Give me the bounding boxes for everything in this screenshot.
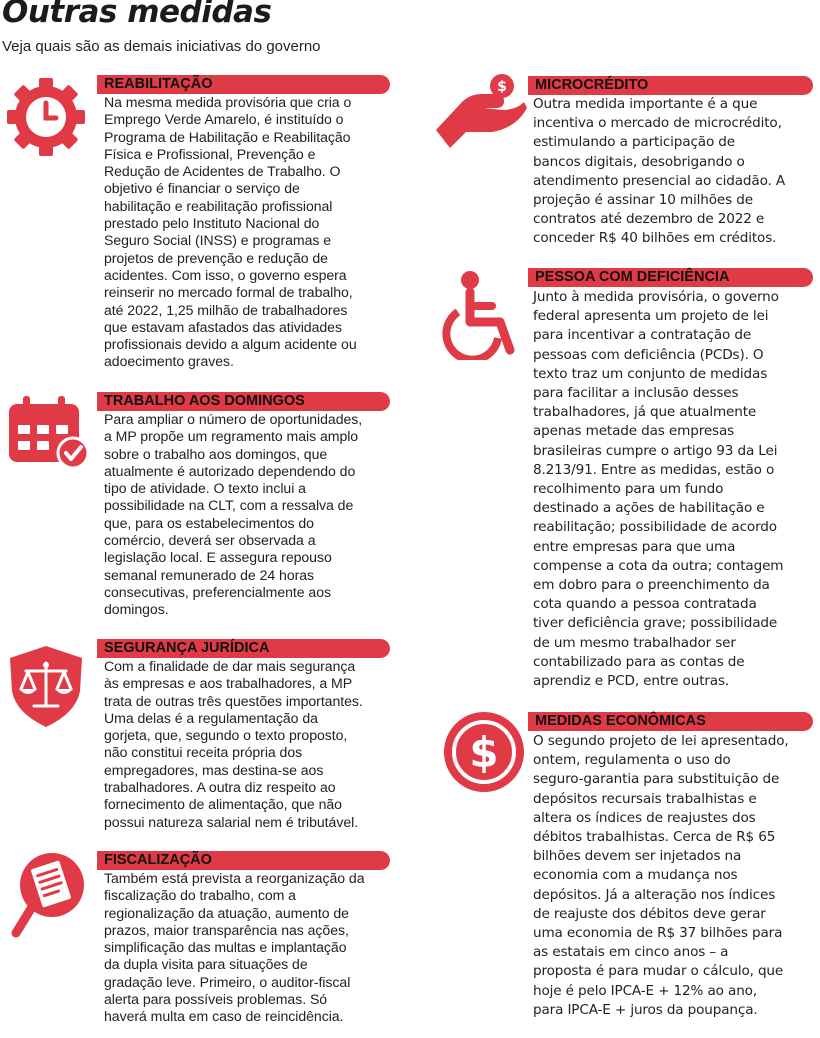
svg-text:$: $ <box>497 79 507 95</box>
section-heading: MEDIDAS ECONÔMICAS <box>535 713 706 729</box>
section-body: Outra medida importante é a que incentiva o mercado de microcrédito, estimulando a participação de bancos digitais, desobrigando o atendimento presencial ao cidadão. A projeção é assinar 10 milhões de contratos até dezembro de 2022 e conceder R$ 40 bilhões em créditos. <box>533 96 786 247</box>
section-heading: SEGURANÇA JURÍDICA <box>104 640 270 656</box>
calendar-check-icon <box>6 394 92 474</box>
section-heading-bar <box>532 76 813 95</box>
section-heading: MICROCRÉDITO <box>535 77 649 93</box>
section-heading: PESSOA COM DEFICIÊNCIA <box>535 269 730 285</box>
section-heading: FISCALIZAÇÃO <box>104 852 212 868</box>
dollar-coin-icon <box>442 710 526 794</box>
section-body: O segundo projeto de lei apresentado, ontem, regulamenta o uso do seguro-garantia para substituição de depósitos recursais trabalhistas e altera os índices de reajustes dos débitos trabalhistas. Cerca de R$ 65 bilhões devem ser injetados na economia com a mudança nos depósitos. Já a alteração nos índices de reajuste dos débitos deve gerar uma economia de R$ 37 bilhões para as estatais em cinco anos – a proposta é para mudar o cálculo, que hoje é pelo IPCA-E + 12% ao ano, para IPCA-E + juros da poupança. <box>533 733 789 1018</box>
wheelchair-icon <box>440 270 526 360</box>
section-body: Com a finalidade de dar mais segurança às empresas e aos trabalhadores, a MP trata de outras três questões importantes. Uma delas é a regulamentação da gorjeta, que, segundo o texto proposto, não constitui receita própria dos empregadores, mas destina-se aos trabalhadores. A outra diz respeito ao fornecimento de alimentação, que não possui natureza salarial nem é tributável. <box>104 658 363 830</box>
magnifier-document-icon <box>6 849 90 941</box>
page-subtitle: Veja quais são as demais iniciativas do governo <box>2 38 321 55</box>
section-body: Para ampliar o número de oportunidades, a MP propõe um regramento mais amplo sobre o trabalho aos domingos, que atualmente é autorizado dependendo do tipo de atividade. O texto inclui a possibilidade na CLT, com a ressalva de que, para os estabelecimentos do comércio, deverá ser observada a legislação local. E assegura repouso semanal remunerado de 24 horas consecutivas, preferencialmente aos domingos. <box>104 411 363 618</box>
section-body: Junto à medida provisória, o governo federal apresenta um projeto de lei para incentivar a contratação de pessoas com deficiência (PCDs). O texto traz um conjunto de medidas para facilitar a inclusão desses trabalhadores, já que atualmente apenas metade das empresas brasileiras cumpre o artigo 93 da Lei 8.213/91. Entre as medidas, estão o recolhimento para um fundo destinado a ações de habilitação e reabilitação; possibilidade de acordo entre empresas para que uma compense a cota da outra; contagem em dobro para o preenchimento da cota quando a pessoa contratada tiver deficiência grave; possibilidade de um mesmo trabalhador ser contabilizado para as contas de aprendiz e PCD, entre outras. <box>533 289 784 690</box>
section-body: Na mesma medida provisória que cria o Emprego Verde Amarelo, é instituído o Programa de Habilitação e Reabilitação Física e Profissional, Prevenção e Redução de Acidentes de Trabalho. O objetivo é financiar o serviço de habilitação e reabilitação profissional prestado pelo Instituto Nacional do Seguro Social (INSS) e programas e projetos de prevenção e redução de acidentes. Com isso, o governo espera reinserir no mercado formal de trabalho, até 2022, 1,25 milhão de trabalhadores que estavam afastados das atividades profissionais devido a algum acidente ou adoecimento graves. <box>104 94 357 370</box>
section-body: Também está prevista a reorganização da fiscalização do trabalho, com a regionalização da atuação, aumento de prazos, maior transparência nas ações, simplificação das multas e implantação da dupla visita para situações de gradação leve. Primeiro, o auditor-fiscal alerta para possíveis problemas. Só haverá multa em caso de reincidência. <box>104 870 365 1025</box>
section-heading: REABILITAÇÃO <box>104 76 213 92</box>
page-title: Outras medidas <box>2 0 272 30</box>
section-heading-bar <box>532 268 813 287</box>
section-heading: TRABALHO AOS DOMINGOS <box>104 393 305 409</box>
scales-shield-icon <box>4 643 88 729</box>
gear-clock-icon <box>3 74 89 160</box>
section-heading-bar <box>101 392 390 411</box>
section-heading-bar <box>532 712 813 731</box>
svg-text:$: $ <box>469 728 499 777</box>
section-heading-bar <box>101 851 390 870</box>
hand-coin-icon <box>432 72 528 152</box>
section-heading-bar <box>101 75 390 94</box>
section-heading-bar <box>101 639 390 658</box>
